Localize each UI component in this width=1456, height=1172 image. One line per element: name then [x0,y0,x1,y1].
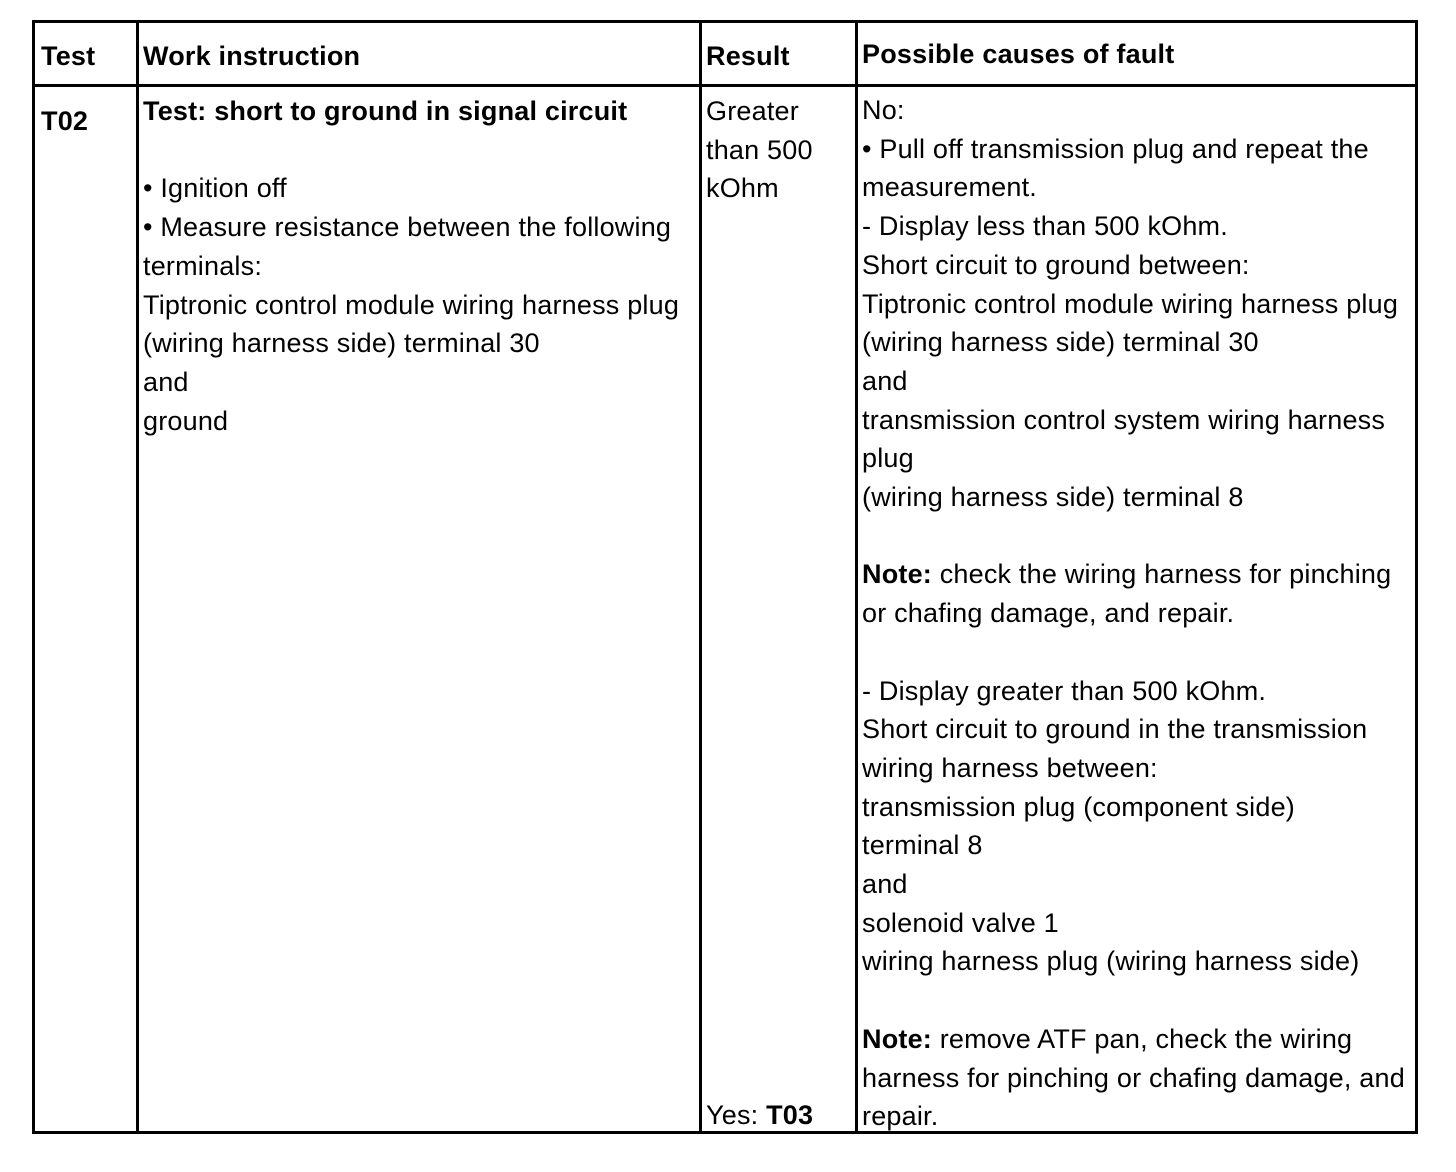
cause-line: plug [862,443,914,474]
instruction-line: terminals: [143,250,263,281]
header-work-instruction: Work instruction [143,41,361,71]
cause-line: Short circuit to ground between: [862,249,1250,280]
result-yes [706,1096,813,1135]
cause-line: Tiptronic control module wiring harness plug [862,288,1399,319]
test-id: T02 [41,106,89,136]
instruction-line: • Measure resistance between the following [143,212,672,243]
header-possible-causes: Possible causes of fault [862,39,1175,69]
cause-line: transmission control system wiring harness [862,404,1386,435]
note-label: Note: [862,1023,932,1054]
yes-next-test: T03 [766,1100,814,1130]
cause-line: solenoid valve 1 [862,907,1059,938]
result-cell [706,92,813,208]
cause-line: and [862,869,908,900]
cause-line: (wiring harness side) terminal 8 [862,482,1244,513]
work-instruction-cell [143,92,679,440]
note-label: Note: [862,559,932,590]
note-line [862,1020,1405,1059]
yes-label: Yes: [706,1100,767,1130]
possible-causes-cell [862,91,1405,1136]
column-divider [855,23,858,1131]
instruction-line: • Ignition off [143,173,287,204]
note-text: check the wiring harness for pinching [932,559,1392,590]
cause-line: - Display greater than 500 kOhm. [862,675,1267,706]
cause-line: wiring harness plug (wiring harness side) [862,946,1360,977]
test-title: Test: short to ground in signal circuit [143,96,628,126]
result-line: kOhm [706,173,779,204]
header-divider [35,84,1415,87]
cause-line: measurement. [862,172,1037,203]
header-result: Result [706,41,790,71]
diagnostic-table [32,20,1418,1134]
instruction-line: and [143,366,189,397]
cause-line: Short circuit to ground in the transmission [862,714,1368,745]
cause-line: transmission plug (component side) [862,791,1295,822]
result-line: than 500 [706,134,813,165]
cause-line: No: [862,95,905,125]
cause-line: - Display less than 500 kOhm. [862,211,1228,242]
cause-line: (wiring harness side) terminal 30 [862,327,1259,358]
column-divider [699,23,702,1131]
note-text: remove ATF pan, check the wiring [932,1023,1353,1054]
cause-line: • Pull off transmission plug and repeat the [862,133,1369,164]
cause-line: and [862,365,908,396]
instruction-line: Tiptronic control module wiring harness plug [143,289,680,320]
instruction-line: ground [143,405,229,436]
header-test: Test [41,41,96,71]
result-line: Greater [706,96,799,126]
note-line: harness for pinching or chafing damage, and [862,1062,1405,1093]
column-divider [136,23,139,1131]
instruction-line: (wiring harness side) terminal 30 [143,328,540,359]
note-line [862,555,1405,594]
cause-line: wiring harness between: [862,752,1158,783]
note-line: or chafing damage, and repair. [862,598,1235,629]
note-line: repair. [862,1101,939,1132]
cause-line: terminal 8 [862,830,983,861]
